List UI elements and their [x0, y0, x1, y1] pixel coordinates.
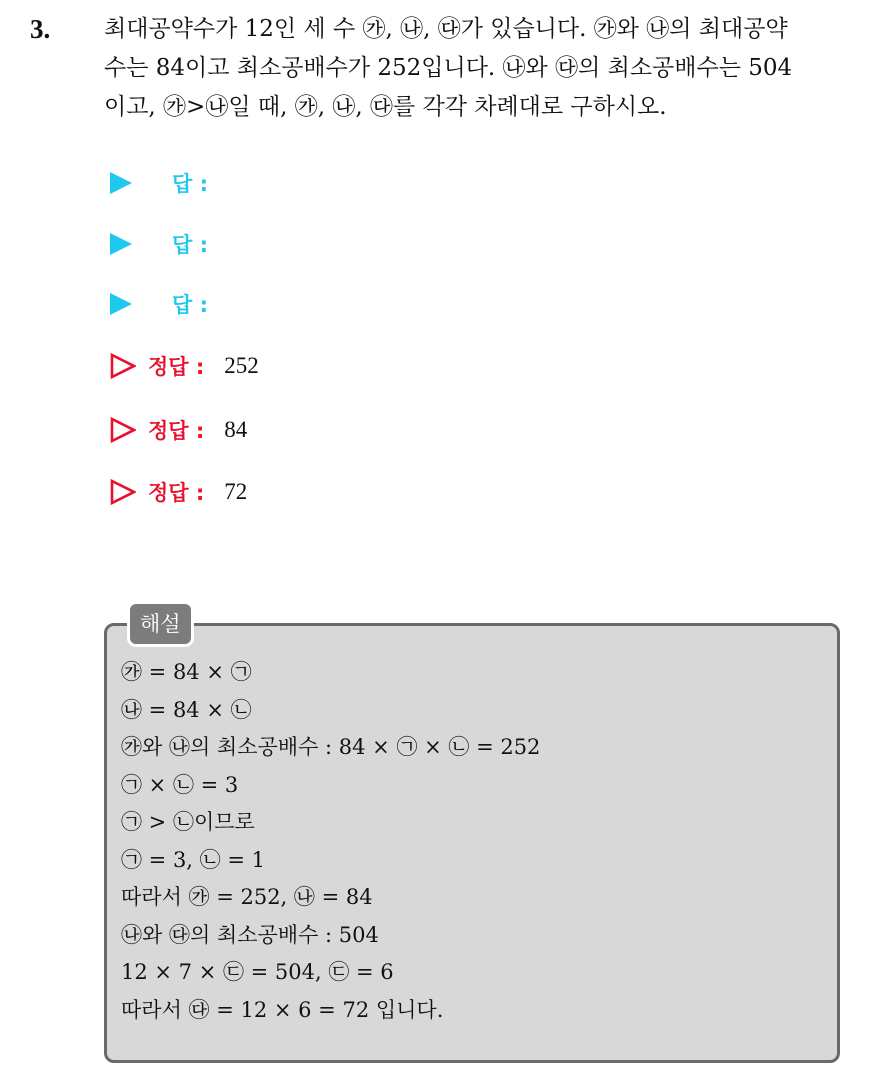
explanation-tag: 해설	[127, 601, 194, 647]
explanation-line: ㉯ = 84 × ㉡	[121, 697, 252, 722]
explanation-line: 따라서 ㉮ = 252, ㉯ = 84	[121, 885, 373, 909]
explanation-lines	[121, 654, 821, 1029]
problem-line: 이고, ㉮>㉯일 때, ㉮, ㉯, ㉰를 각각 차례대로 구하시오.	[104, 94, 667, 120]
explanation-line: ㉮ = 84 × ㉠	[121, 660, 252, 684]
explanation-line: ㉯와 ㉰의 최소공배수 : 504	[121, 922, 379, 947]
answer-label: 답 :	[172, 172, 208, 196]
answer-label: 답 :	[172, 233, 208, 257]
explanation-line: ㉠ > ㉡이므로	[121, 810, 255, 834]
solution-row	[110, 475, 247, 509]
explanation-line: 따라서 ㉰ = 12 × 6 = 72 입니다.	[121, 997, 444, 1022]
solution-value: 72	[224, 479, 248, 504]
explanation-line: ㉮와 ㉯의 최소공배수 : 84 × ㉠ × ㉡ = 252	[121, 735, 541, 759]
problem-number: 3.	[30, 14, 51, 44]
solution-label: 정답 :	[148, 419, 205, 443]
filled-triangle-right-icon	[110, 172, 132, 194]
explanation-line: 12 × 7 × ㉢ = 504, ㉢ = 6	[121, 960, 394, 984]
solution-label: 정답 :	[148, 355, 205, 379]
problem-line: 최대공약수가 12인 세 수 ㉮, ㉯, ㉰가 있습니다. ㉮와 ㉯의 최대공약	[104, 16, 788, 42]
outline-triangle-right-icon	[110, 417, 136, 443]
explanation-line: ㉠ = 3, ㉡ = 1	[121, 847, 265, 872]
answer-row	[110, 287, 208, 321]
answer-label: 답 :	[172, 293, 208, 317]
outline-triangle-right-icon	[110, 353, 136, 379]
filled-triangle-right-icon	[110, 293, 132, 315]
answer-row	[110, 166, 208, 200]
solution-value: 84	[224, 417, 248, 442]
outline-triangle-right-icon	[110, 479, 136, 505]
solution-row	[110, 349, 259, 383]
problem-line: 수는 84이고 최소공배수가 252입니다. ㉯와 ㉰의 최소공배수는 504	[104, 55, 793, 81]
solution-label: 정답 :	[148, 481, 205, 505]
explanation-line: ㉠ × ㉡ = 3	[121, 772, 239, 797]
solution-value: 252	[224, 353, 259, 378]
problem-statement	[104, 10, 874, 127]
filled-triangle-right-icon	[110, 233, 132, 255]
answer-row	[110, 227, 208, 261]
solution-row	[110, 413, 247, 447]
